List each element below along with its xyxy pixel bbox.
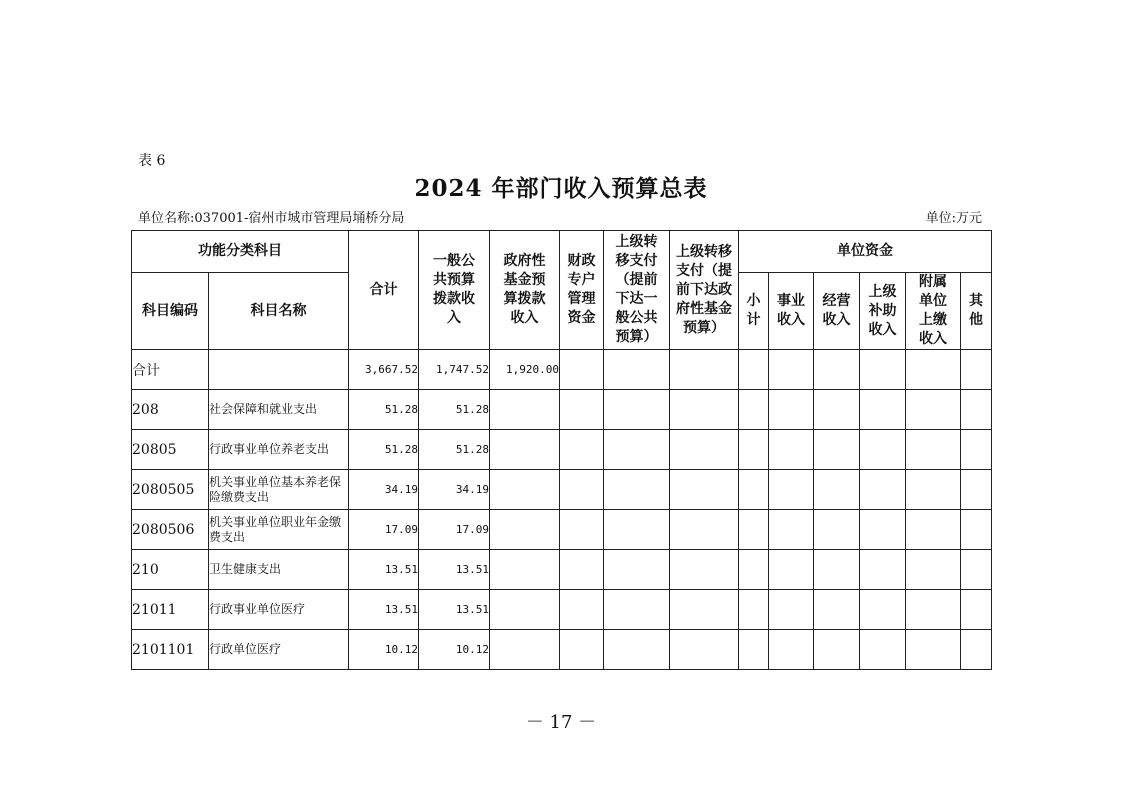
row-name: 卫生健康支出 — [209, 550, 349, 590]
row-code: 208 — [132, 390, 209, 430]
table-label: 表 6 — [138, 153, 166, 169]
row-name: 行政事业单位医疗 — [209, 590, 349, 630]
row-name: 社会保障和就业支出 — [209, 390, 349, 430]
row-code: 20805 — [132, 430, 209, 470]
row-general-budget: 1,747.52 — [419, 350, 490, 390]
row-gov-fund — [490, 590, 560, 630]
row-total: 3,667.52 — [349, 350, 419, 390]
header-other: 其他 — [961, 273, 992, 350]
header-subsidy-income: 上级补助收入 — [860, 273, 906, 350]
header-function-category: 功能分类科目 — [132, 231, 349, 273]
header-name: 科目名称 — [209, 273, 349, 350]
row-general-budget: 51.28 — [419, 390, 490, 430]
row-gov-fund — [490, 550, 560, 590]
row-gov-fund: 1,920.00 — [490, 350, 560, 390]
header-gov-fund: 政府性基金预算拨款收入 — [490, 231, 560, 350]
row-code: 2080506 — [132, 510, 209, 550]
row-name: 行政事业单位养老支出 — [209, 430, 349, 470]
row-general-budget: 13.51 — [419, 550, 490, 590]
table-row — [132, 550, 992, 590]
row-total: 51.28 — [349, 390, 419, 430]
row-total: 13.51 — [349, 590, 419, 630]
header-subtotal: 小计 — [739, 273, 769, 350]
row-total: 17.09 — [349, 510, 419, 550]
header-operating-income: 经营收入 — [814, 273, 860, 350]
header-total: 合计 — [349, 231, 419, 350]
row-total: 10.12 — [349, 630, 419, 670]
row-general-budget: 10.12 — [419, 630, 490, 670]
header-transfer-gov-fund: 上级转移支付（提前下达政府性基金预算） — [670, 231, 739, 350]
row-total: 51.28 — [349, 430, 419, 470]
row-code: 210 — [132, 550, 209, 590]
row-name — [209, 350, 349, 390]
budget-table — [131, 230, 992, 670]
table-row — [132, 590, 992, 630]
header-business-income: 事业收入 — [769, 273, 814, 350]
currency-unit: 单位:万元 — [925, 211, 982, 226]
page-number: － 17 － — [525, 712, 597, 733]
row-gov-fund — [490, 630, 560, 670]
row-total: 13.51 — [349, 550, 419, 590]
row-name: 机关事业单位职业年金缴费支出 — [209, 510, 349, 550]
row-general-budget: 34.19 — [419, 470, 490, 510]
row-name: 行政单位医疗 — [209, 630, 349, 670]
row-code: 2080505 — [132, 470, 209, 510]
table-row — [132, 390, 992, 430]
row-total: 34.19 — [349, 470, 419, 510]
table-row — [132, 630, 992, 670]
row-name: 机关事业单位基本养老保险缴费支出 — [209, 470, 349, 510]
table-row — [132, 430, 992, 470]
row-gov-fund — [490, 430, 560, 470]
row-gov-fund — [490, 470, 560, 510]
table-row — [132, 510, 992, 550]
table-row — [132, 350, 992, 390]
row-code: 2101101 — [132, 630, 209, 670]
header-code: 科目编码 — [132, 273, 209, 350]
row-gov-fund — [490, 510, 560, 550]
row-code: 合计 — [132, 350, 209, 390]
header-affiliated-income: 附属单位上缴收入 — [906, 273, 961, 350]
row-gov-fund — [490, 390, 560, 430]
header-general-budget: 一般公共预算拨款收入 — [419, 231, 490, 350]
row-general-budget: 13.51 — [419, 590, 490, 630]
page-title: 2024 年部门收入预算总表 — [414, 175, 708, 202]
header-fiscal-special: 财政专户管理资金 — [560, 231, 604, 350]
row-general-budget: 51.28 — [419, 430, 490, 470]
header-unit-funds: 单位资金 — [739, 231, 992, 273]
header-transfer-general: 上级转移支付（提前下达一般公共预算） — [604, 231, 670, 350]
table-row — [132, 470, 992, 510]
unit-name: 单位名称:037001-宿州市城市管理局埇桥分局 — [138, 211, 405, 226]
row-code: 21011 — [132, 590, 209, 630]
row-general-budget: 17.09 — [419, 510, 490, 550]
